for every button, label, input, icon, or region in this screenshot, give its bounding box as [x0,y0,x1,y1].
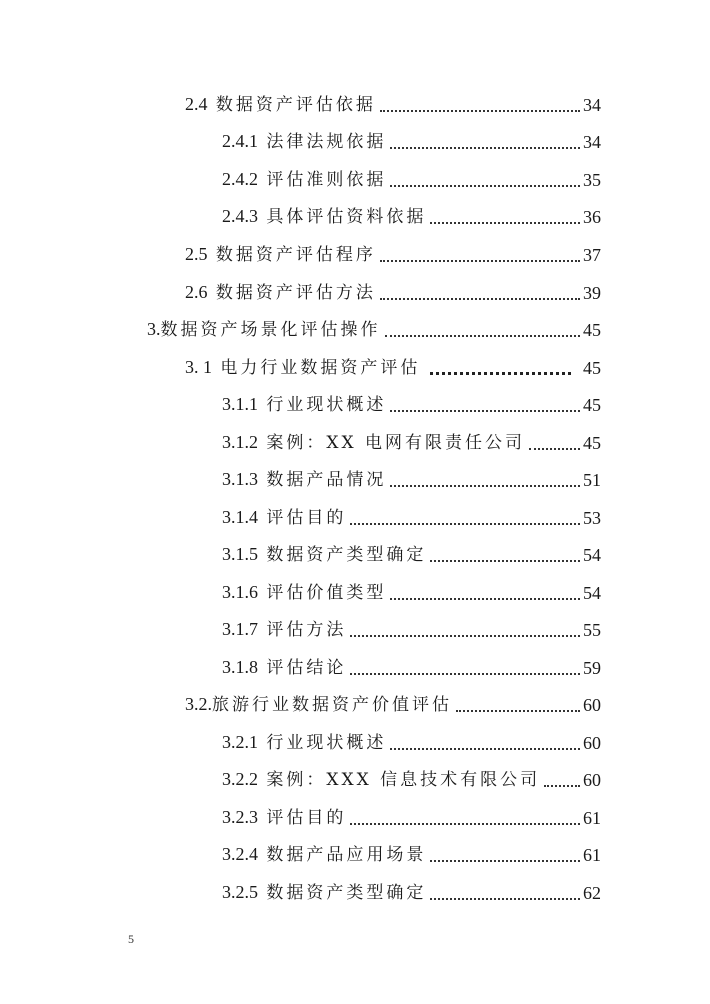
toc-entry[interactable] [222,392,601,418]
toc-entry-page: 53 [583,508,601,528]
dot-leader [430,222,580,224]
dot-leader [390,485,580,487]
toc-entry-page: 61 [583,808,601,828]
toc-entry[interactable] [222,430,601,456]
toc-entry-label: 案例：XX 电网有限责任公司 [266,433,526,453]
toc-entry[interactable] [222,617,601,643]
toc-entry-label: 法律法规依据 [266,132,387,152]
toc-entry-title [147,316,381,343]
toc-entry-label: 评估价值类型 [266,583,387,603]
toc-entry-number: 3.1.1 [222,394,258,414]
dot-leader [390,598,580,600]
toc-entry-number: 3.2.1 [222,732,258,752]
toc-entry-label: 数据资产类型确定 [266,883,427,903]
toc-entry[interactable] [147,317,601,343]
toc-entry-page: 34 [583,95,601,115]
toc-entry-title [222,429,525,456]
toc-entry-title [185,91,376,118]
dot-leader [350,635,580,637]
toc-entry-page: 35 [583,170,601,190]
toc-entry[interactable] [185,92,601,118]
toc-entry[interactable] [185,280,601,306]
toc-entry-page: 55 [583,620,601,640]
toc-entry-title [222,128,386,155]
toc-entry-label: 电力行业数据资产评估 [220,358,421,378]
toc-entry-number: 2.5 [185,244,208,264]
toc-entry-page: 59 [583,658,601,678]
dot-leader [380,110,580,112]
toc-entry-label: 评估结论 [266,658,347,678]
toc-entry[interactable] [185,355,601,381]
dot-leader [390,147,580,149]
dot-leader [350,523,580,525]
toc-entry[interactable] [222,805,601,831]
toc-entry-number: 3.1.6 [222,582,258,602]
toc-entry-label: 评估方法 [266,620,347,640]
toc-entry-number: 3.1.7 [222,619,258,639]
dot-leader [430,372,571,375]
toc-entry-page: 60 [583,695,601,715]
dot-leader [350,673,580,675]
toc-entry-number: 3.2. [185,694,212,714]
toc-entry-title [222,504,346,531]
dot-leader [390,185,580,187]
toc-entry-label: 数据产品情况 [266,470,387,490]
dot-leader [390,410,580,412]
toc-entry-label: 数据资产评估方法 [215,283,376,303]
toc-entry[interactable] [222,730,601,756]
toc-entry[interactable] [222,467,601,493]
toc-entry-title [185,354,420,381]
toc-entry-page: 54 [583,545,601,565]
toc-entry-page: 62 [583,883,601,903]
toc-entry-number: 3. 1 [185,357,212,377]
toc-entry-page: 39 [583,283,601,303]
toc-entry-label: 旅游行业数据资产价值评估 [212,695,452,715]
toc-entry-label: 评估目的 [266,808,347,828]
toc-entry-title [185,241,376,268]
toc-entry[interactable] [222,204,601,230]
toc-entry-number: 2.4.1 [222,131,258,151]
toc-entry-number: 3.1.2 [222,432,258,452]
toc-entry-label: 行业现状概述 [266,395,387,415]
toc-entry[interactable] [222,767,601,793]
toc-entry-number: 3.2.2 [222,769,258,789]
toc-entry[interactable] [222,580,601,606]
toc-entry[interactable] [222,167,601,193]
toc-entry-label: 案例：XXX 信息技术有限公司 [266,770,541,790]
toc-entry[interactable] [222,842,601,868]
toc-entry-page: 45 [583,320,601,340]
toc-entry-title [222,391,386,418]
toc-entry-page: 60 [583,733,601,753]
toc-entry-page: 34 [583,132,601,152]
toc-entry[interactable] [222,542,601,568]
toc-entry-title [222,579,386,606]
toc-entry-title [222,203,426,230]
dot-leader [529,448,580,450]
toc-entry-title [222,766,540,793]
toc-entry[interactable] [222,880,601,906]
toc-entry[interactable] [185,692,601,718]
toc-entry-number: 3.2.5 [222,882,258,902]
toc-entry[interactable] [222,655,601,681]
toc-entry-title [222,166,386,193]
dot-leader [544,785,580,787]
toc-entry-title [222,841,426,868]
dot-leader [380,298,580,300]
toc-entry-number: 3.2.4 [222,844,258,864]
toc-entry-page: 61 [583,845,601,865]
toc-entry-title [222,654,346,681]
toc-entry-label: 数据资产场景化评估操作 [160,320,381,340]
toc-entry-title [222,541,426,568]
toc-entry-number: 3.2.3 [222,807,258,827]
page-number: 5 [128,932,134,946]
toc-entry-number: 3. [147,319,161,339]
toc-entry-label: 评估目的 [266,508,347,528]
toc-entry-title [222,879,426,906]
toc-entry-page: 51 [583,470,601,490]
toc-entry-title [222,729,386,756]
toc-entry-label: 评估准则依据 [266,170,387,190]
toc-entry-label: 数据资产评估依据 [215,95,376,115]
toc-entry[interactable] [222,129,601,155]
toc-entry-page: 36 [583,207,601,227]
toc-entry-title [185,279,376,306]
dot-leader [380,260,580,262]
toc-entry-page: 60 [583,770,601,790]
toc-entry-label: 行业现状概述 [266,733,387,753]
dot-leader [430,860,580,862]
toc-entry-label: 数据产品应用场景 [266,845,427,865]
toc-entry-title [222,804,346,831]
toc-entry-number: 3.1.5 [222,544,258,564]
toc-entry-number: 2.6 [185,282,208,302]
dot-leader [390,748,580,750]
toc-entry-page: 45 [583,358,601,378]
toc-entry-title [222,616,346,643]
dot-leader [430,560,580,562]
toc-entry-number: 3.1.4 [222,507,258,527]
toc-entry[interactable] [185,242,601,268]
toc-entry-label: 具体评估资料依据 [266,207,427,227]
toc-entry-number: 3.1.8 [222,657,258,677]
toc-entry-number: 2.4 [185,94,208,114]
toc-entry-title [222,466,386,493]
toc-entry-page: 45 [583,433,601,453]
toc-entry-page: 54 [583,583,601,603]
toc-entry-number: 2.4.2 [222,169,258,189]
dot-leader [430,898,580,900]
toc-entry-label: 数据资产评估程序 [215,245,376,265]
toc-entry[interactable] [222,505,601,531]
dot-leader [456,710,580,712]
dot-leader [350,823,580,825]
toc-entry-number: 2.4.3 [222,206,258,226]
toc-entry-number: 3.1.3 [222,469,258,489]
dot-leader [385,335,581,337]
toc-entry-title [185,691,452,718]
toc-entry-page: 45 [583,395,601,415]
toc-entry-page: 37 [583,245,601,265]
toc-entry-label: 数据资产类型确定 [266,545,427,565]
